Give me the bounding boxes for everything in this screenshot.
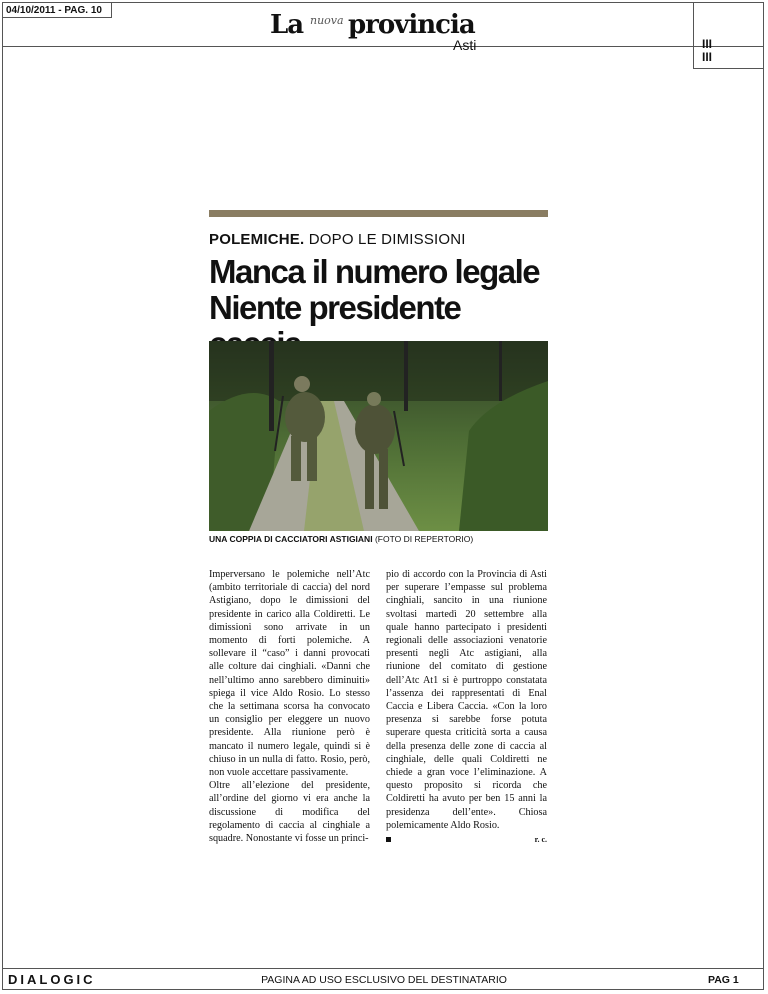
section-mark: III — [702, 37, 713, 51]
footer-notice: PAGINA AD USO ESCLUSIVO DEL DESTINATARIO — [261, 974, 507, 986]
section-marks — [702, 38, 712, 64]
article-column-2 — [386, 568, 547, 846]
footer-rule — [2, 968, 764, 969]
photo-caption — [209, 534, 473, 544]
kicker-bold: POLEMICHE. — [209, 231, 305, 248]
paragraph: Oltre all’elezione del presidente, all’ordine del giorno vi era anche la discussione di modifica del regolamento di caccia al cinghiale a squadre. Nonostante vi fosse un princi- — [209, 780, 370, 845]
end-mark-icon — [386, 837, 391, 842]
header-box-rule — [693, 68, 764, 69]
paragraph: pio di accordo con la Provincia di Asti per superare l’empasse sul problema cinghiali, sancito in una riunione svoltasi martedì 20 settembre alla quale hanno partecipato i presidenti regionali delle associazioni venatorie presenti negli Atc astigiani, alla riunione del comitato di gestione dell’Atc At1 si è purtroppo constatata l’assenza dei rappresentati di Enal Caccia e Libera Caccia. «Con la loro presenza si sarebbe forse potuta superare questa criticità sorta a causa della presenza delle zone di caccia al cinghiale, delle quali Coldiretti ne chiede a gran voce l’eliminazione. A questo proposito si ricorda che Coldiretti ha avuto per ben 15 anni la presidenza dell’ente». Chiosa polemicamente Aldo Rosio. — [386, 569, 547, 831]
article-top-bar — [209, 210, 548, 217]
footer-page-number: PAG 1 — [708, 974, 739, 986]
caption-rest: (FOTO DI REPERTORIO) — [374, 534, 474, 544]
header-divider — [693, 2, 694, 68]
article-column-1 — [209, 568, 370, 845]
masthead-provincia: provincia — [348, 10, 475, 40]
article-photo — [209, 341, 548, 531]
caption-bold: UNA COPPIA DI CACCIATORI ASTIGIANI — [209, 534, 373, 544]
dialogic-logo: DIALOGIC — [8, 972, 96, 987]
masthead-nuova: nuova — [310, 14, 344, 27]
masthead-city: Asti — [453, 37, 477, 53]
kicker-rest: DOPO LE DIMISSIONI — [304, 231, 466, 248]
paragraph: Imperversano le polemiche nell’Atc (ambito territoriale di caccia) del nord Astigiano, dopo le dimissioni del presidente in carico alla Coldiretti. Le dimissioni sono arrivate in un momento di forti polemiche. A sollevare il “caso” i danni provocati alle colture dai cinghiali. «Danni che nell’ultimo anno sarebbero diminuiti» spiega il vice Aldo Rosio. Lo stesso che la settimana scorsa ha convocato un consiglio per eleggere un nuovo presidente. Alla riunione però è mancato il numero legale, quindi si è chiuso in un nulla di fatto. Rosio, però, non vuole accettare passivamente. — [209, 569, 370, 779]
article-kicker — [209, 231, 466, 248]
article-signature — [386, 833, 547, 846]
section-mark: III — [702, 50, 713, 64]
title-line-1: Manca il numero legale — [209, 253, 540, 290]
title-line-2: Niente presidente — [209, 289, 461, 326]
signature-text: r. c. — [534, 835, 547, 845]
date-page-label: 04/10/2011 - PAG. 10 — [2, 2, 112, 18]
masthead-la: La — [270, 10, 304, 40]
newspaper-masthead — [270, 10, 500, 53]
